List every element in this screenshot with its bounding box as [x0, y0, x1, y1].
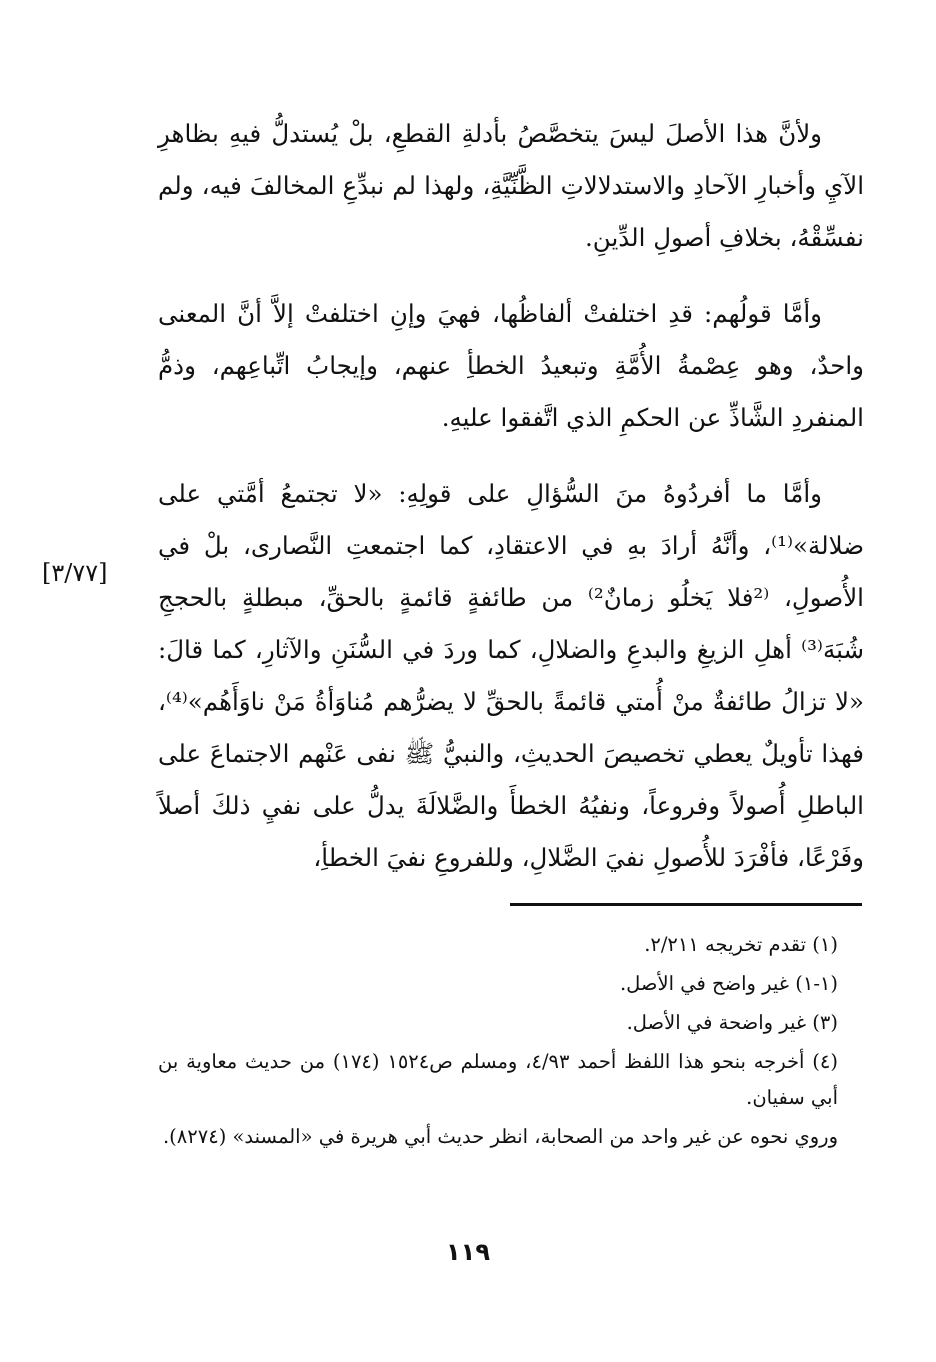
- paragraph-1: ولأنَّ هذا الأصلَ ليسَ يتخصَّصُ بأدلةِ القطعِ، بلْ يُستدلُّ فيهِ بظاهرِ الآيِ وأخبارِ الآحادِ والاستدلالاتِ الظَّنِّيَّةِ، ولهذا لم نبدِّعِ المخالفَ فيه، ولم نفسِّقْهُ، بخلافِ أصولِ الدِّينِ.: [158, 119, 864, 252]
- footnote-4-continuation: وروي نحوه عن غير واحد من الصحابة، انظر حديث أبي هريرة في «المسند» (٨٢٧٤).: [162, 1125, 838, 1148]
- paragraph-2: وأمَّا قولُهم: قدِ اختلفتْ ألفاظُها، فهيَ وإنِ اختلفتْ إلاَّ أنَّ المعنى واحدٌ، وهو عِصْمةُ الأُمَّةِ وتبعيدُ الخطأِ عنهم، وإيجابُ اتِّباعِهم، وذمُّ المنفردِ الشَّاذِّ عن الحكمِ الذي اتَّفقوا عليهِ.: [158, 299, 864, 432]
- main-text-block: [158, 108, 864, 884]
- footnote-separator: [510, 903, 862, 906]
- footnote-4: (٤) أخرجه بنحو هذا اللفظ أحمد ٤/٩٣، ومسلم ص١٥٢٤ (١٧٤) من حديث معاوية بن أبي سفيان.: [158, 1050, 839, 1109]
- footnote-1: (١) تقدم تخريجه ٢/٢١١.: [644, 933, 838, 956]
- footnotes-block: [158, 927, 864, 1158]
- page-number: ١١٩: [446, 1238, 490, 1266]
- margin-page-reference: [٣/٧٧]: [42, 559, 108, 587]
- footnote-2: (١-١) غير واضح في الأصل.: [619, 972, 838, 995]
- paragraph-3: وأمَّا ما أفردُوهُ منَ السُّؤالِ على قولِهِ: «لا تجتمعُ أمَّتي على ضلالة»⁽¹⁾، وأنَّهُ أرادَ بهِ في الاعتقادِ، كما اجتمعتِ النَّصارى، بلْ في الأُصولِ، ⁽²فلا يَخلُو زمانٌ²⁾ من طائفةٍ قائمةٍ بالحقِّ، مبطلةٍ بالحججِ شُبَهَ⁽³⁾ أهلِ الزيغِ والبدعِ والضلالِ، كما وردَ في السُّنَنِ والآثارِ، كما قالَ: «لا تزالُ طائفةٌ منْ أُمتي قائمةً بالحقِّ لا يضرُّهم مُناوَأةُ مَنْ ناوَأَهُم»⁽⁴⁾، فهذا تأويلٌ يعطي تخصيصَ الحديثِ، والنبيُّ ﷺ نفى عَنْهم الاجتماعَ على الباطلِ أُصولاً وفروعاً، ونفيُهُ الخطأَ والضَّلالَةَ يدلُّ على نفيِ ذلكَ أصلاً وفَرْعًا، فأفْرَدَ للأُصولِ نفيَ الضَّلالِ، وللفروعِ نفيَ الخطأِ،: [158, 479, 864, 872]
- footnote-3: (٣) غير واضحة في الأصل.: [626, 1011, 838, 1034]
